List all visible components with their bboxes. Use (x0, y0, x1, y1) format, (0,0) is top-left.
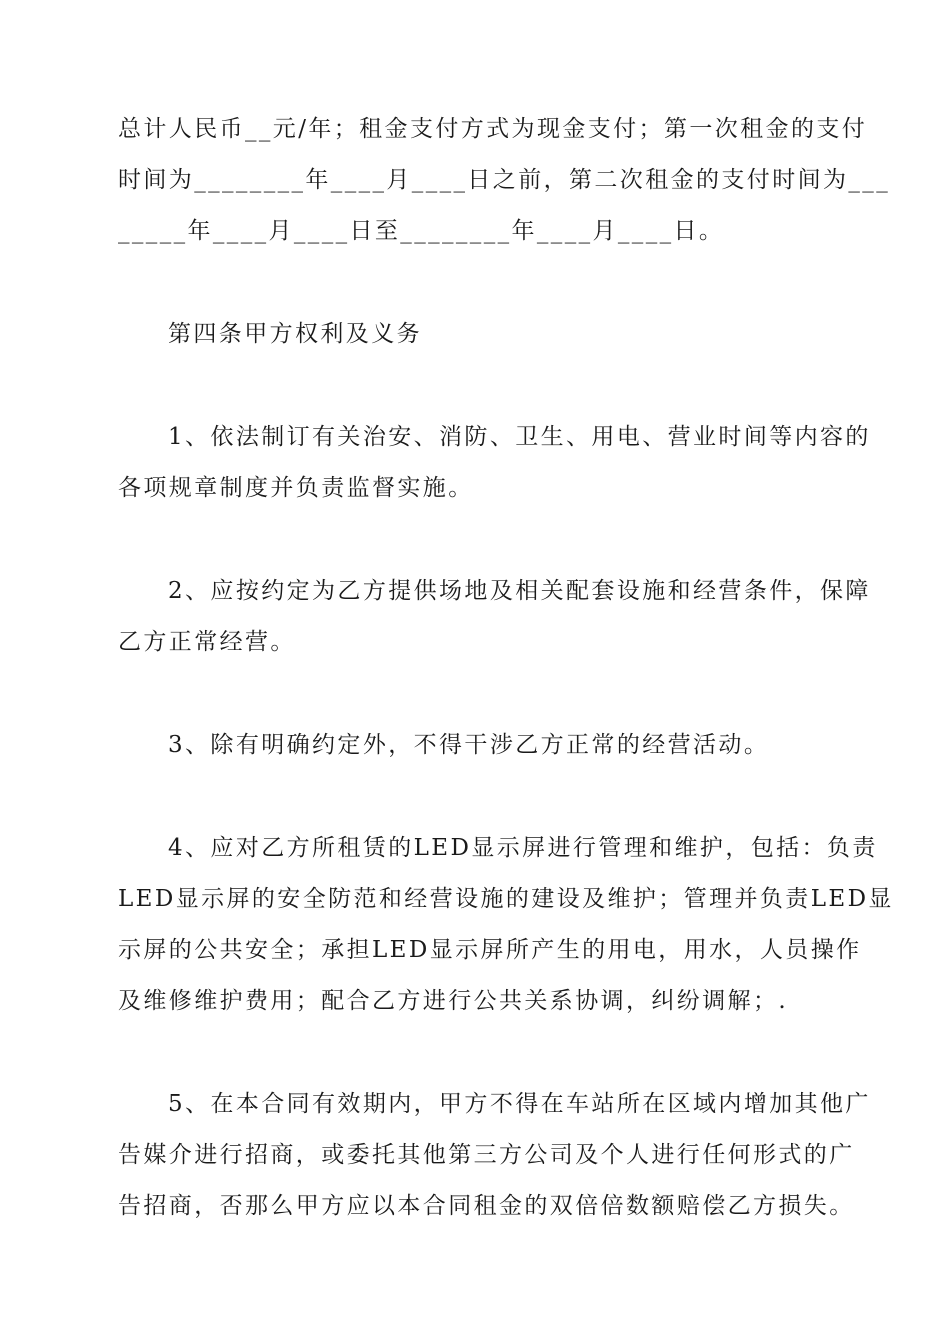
text-line: 告媒介进行招商，或委托其他第三方公司及个人进行任何形式的广 (118, 1142, 855, 1168)
article-item-5 (118, 1079, 871, 1232)
article-item-4 (118, 823, 894, 1027)
text-line: 3、除有明确约定外，不得干涉乙方正常的经营活动。 (168, 732, 770, 758)
text-line: 5、在本合同有效期内，甲方不得在车站所在区域内增加其他广 (168, 1091, 871, 1117)
text-line: 总计人民币__元/年；租金支付方式为现金支付；第一次租金的支付 (118, 116, 868, 142)
article-item-1 (118, 412, 871, 514)
text-line: 1、依法制订有关治安、消防、卫生、用电、营业时间等内容的 (168, 424, 871, 450)
text-line: 告招商，否那么甲方应以本合同租金的双倍倍数额赔偿乙方损失。 (118, 1193, 855, 1219)
article-item-3 (118, 720, 832, 771)
text-line: 示屏的公共安全；承担LED显示屏所产生的用电，用水，人员操作 (118, 937, 862, 963)
text-line: 2、应按约定为乙方提供场地及相关配套设施和经营条件，保障 (168, 578, 871, 604)
article-4-heading: 第四条甲方权利及义务 (168, 321, 422, 347)
text-line: 4、应对乙方所租赁的LED显示屏进行管理和维护，包括：负责 (168, 835, 878, 861)
article-heading (118, 309, 832, 360)
text-line: LED显示屏的安全防范和经营设施的建设及维护；管理并负责LED显 (118, 886, 894, 912)
document-page (118, 104, 894, 1284)
payment-clause-paragraph (118, 104, 891, 257)
text-line: _____年____月____日至________年____月____日。 (118, 218, 725, 244)
text-line: 乙方正常经营。 (118, 629, 296, 655)
article-item-2 (118, 566, 871, 668)
text-line: 各项规章制度并负责监督实施。 (118, 475, 474, 501)
text-line: 及维修维护费用；配合乙方进行公共关系协调，纠纷调解；. (118, 988, 789, 1014)
text-line: 时间为________年____月____日之前，第二次租金的支付时间为___ (118, 167, 891, 193)
